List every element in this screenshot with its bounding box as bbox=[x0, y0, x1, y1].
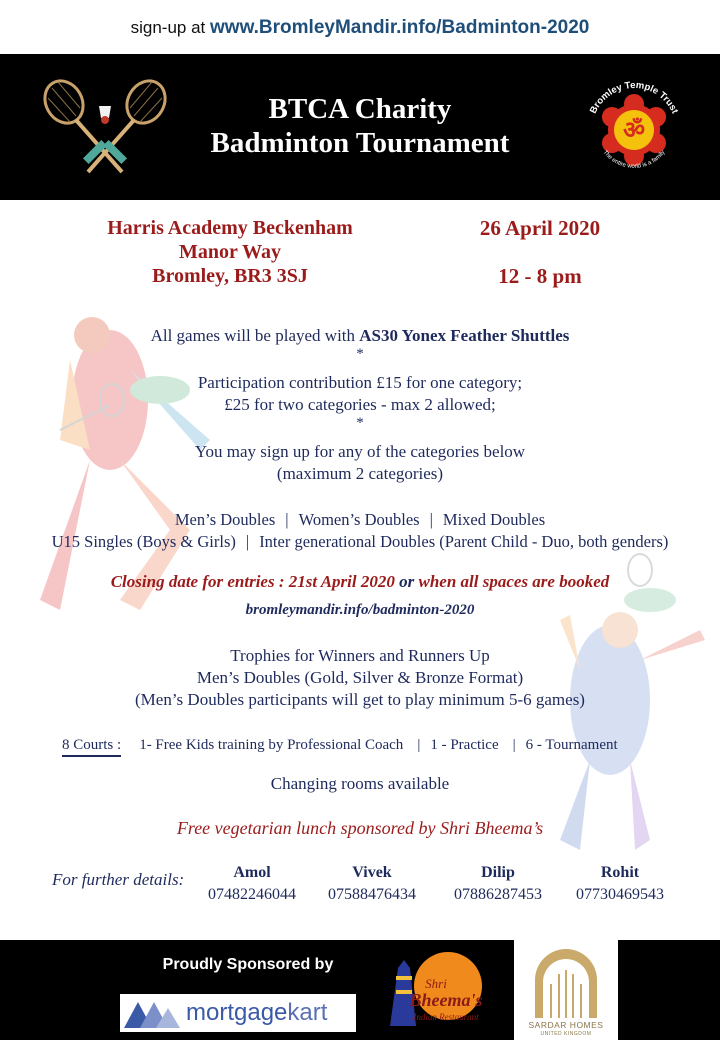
title-line-1: BTCA Charity bbox=[268, 93, 452, 125]
bheema-name: Bheema's bbox=[409, 990, 483, 1010]
category-row-1 bbox=[0, 509, 720, 531]
sardar-arch-icon bbox=[531, 944, 601, 1018]
sardar-homes-logo bbox=[514, 940, 618, 1040]
closing-date-text: Closing date for entries : 21st April 2020 bbox=[110, 572, 395, 591]
contact-name: Rohit bbox=[600, 864, 640, 881]
signup-line-2: (maximum 2 categories) bbox=[276, 464, 444, 483]
details-label: For further details: bbox=[52, 870, 185, 889]
category-separator: | bbox=[429, 510, 433, 529]
shuttle-prefix: All games will be played with bbox=[150, 326, 360, 345]
title-line-2: Badminton Tournament bbox=[210, 127, 510, 159]
trophies-line-3: (Men’s Doubles participants will get to play minimum 5-6 games) bbox=[135, 690, 585, 709]
fee-info bbox=[0, 372, 720, 416]
kart-text: kart bbox=[287, 999, 328, 1026]
changing-rooms-info: Changing rooms available bbox=[270, 774, 450, 793]
asterisk-divider: * bbox=[356, 346, 364, 362]
courts-training: 1- Free Kids training by Professional Coach bbox=[139, 737, 404, 753]
sardar-country: UNITED KINGDOM bbox=[540, 1031, 592, 1037]
category-row-2 bbox=[0, 531, 720, 553]
mortgagekart-wordmark bbox=[186, 999, 327, 1027]
contact-phone[interactable]: 07588476434 bbox=[328, 886, 416, 903]
category-separator: | bbox=[245, 532, 250, 551]
contact-vivek bbox=[312, 864, 432, 904]
event-title bbox=[150, 92, 570, 160]
contact-name: Vivek bbox=[352, 864, 392, 881]
contact-name: Amol bbox=[233, 864, 271, 881]
mortgagekart-mark-icon bbox=[124, 998, 182, 1028]
trophies-line-2: Men’s Doubles (Gold, Silver & Bronze Format) bbox=[196, 668, 524, 687]
asterisk-divider: * bbox=[356, 415, 364, 431]
contact-name: Dilip bbox=[481, 864, 515, 881]
contact-phone[interactable]: 07482246044 bbox=[208, 886, 296, 903]
shri-bheemas-logo bbox=[370, 946, 498, 1036]
bromley-temple-trust-logo bbox=[578, 72, 690, 184]
event-time: 12 - 8 pm bbox=[498, 264, 582, 288]
contact-rohit bbox=[560, 864, 680, 904]
venue-line-3: Bromley, BR3 3SJ bbox=[152, 265, 308, 287]
category-womens-doubles: Women’s Doubles bbox=[298, 510, 420, 529]
om-symbol-icon: ॐ bbox=[623, 116, 645, 144]
category-mens-doubles: Men’s Doubles bbox=[174, 510, 276, 529]
contact-phone[interactable]: 07730469543 bbox=[576, 886, 664, 903]
header-banner bbox=[0, 54, 720, 200]
fee-line-1: Participation contribution £15 for one category; bbox=[197, 373, 523, 392]
closing-or: or bbox=[394, 572, 419, 591]
signup-categories-info bbox=[0, 441, 720, 485]
courts-separator: | bbox=[417, 737, 421, 753]
sardar-name: SARDAR HOMES bbox=[528, 1020, 604, 1030]
venue-address bbox=[60, 216, 400, 288]
shuttle-info bbox=[0, 326, 720, 346]
venue-line-2: Manor Way bbox=[178, 241, 282, 263]
trophies-line-1: Trophies for Winners and Runners Up bbox=[230, 646, 490, 665]
lunch-info: Free vegetarian lunch sponsored by Shri Bheema’s bbox=[176, 818, 544, 838]
shuttle-brand: AS30 Yonex Feather Shuttles bbox=[359, 326, 570, 345]
logo-top-text: Bromley Temple Trust bbox=[587, 79, 681, 116]
category-u15-singles: U15 Singles (Boys & Girls) bbox=[51, 532, 236, 551]
signup-url-link[interactable]: www.BromleyMandir.info/Badminton-2020 bbox=[210, 17, 590, 38]
signup-prefix: sign-up at bbox=[130, 18, 211, 37]
contact-phone[interactable]: 07886287453 bbox=[454, 886, 542, 903]
category-inter-generational: Inter generational Doubles (Parent Child - Duo, both genders) bbox=[259, 532, 669, 551]
bheema-shri: Shri bbox=[425, 976, 447, 991]
event-date: 26 April 2020 bbox=[479, 216, 601, 240]
category-mixed-doubles: Mixed Doubles bbox=[442, 510, 546, 529]
category-separator: | bbox=[285, 510, 289, 529]
sponsored-label: Proudly Sponsored by bbox=[162, 956, 334, 973]
fee-line-2: £25 for two categories - max 2 allowed; bbox=[224, 395, 496, 414]
venue-line-1: Harris Academy Beckenham bbox=[107, 217, 353, 239]
courts-tournament: 6 - Tournament bbox=[525, 737, 618, 753]
courts-label: 8 Courts : bbox=[62, 737, 121, 757]
signup-line-1: You may sign up for any of the categories below bbox=[194, 442, 526, 461]
contact-amol bbox=[192, 864, 312, 904]
courts-separator: | bbox=[512, 737, 516, 753]
contact-dilip bbox=[438, 864, 558, 904]
mortgage-text: mortgage bbox=[186, 999, 288, 1026]
logo-bottom-text: The entire world is a family bbox=[601, 149, 667, 170]
category-list bbox=[0, 509, 720, 553]
mortgagekart-logo bbox=[120, 994, 356, 1032]
closing-date bbox=[0, 572, 720, 592]
registration-site-link[interactable]: bromleymandir.info/badminton-2020 bbox=[245, 602, 475, 618]
bheema-restaurant: Indian Restaurant bbox=[413, 1012, 479, 1022]
courts-info bbox=[62, 737, 682, 754]
courts-practice: 1 - Practice bbox=[430, 737, 499, 753]
trophies-info bbox=[0, 645, 720, 711]
signup-bar bbox=[0, 0, 720, 54]
closing-spaces-text: when all spaces are booked bbox=[418, 572, 610, 591]
